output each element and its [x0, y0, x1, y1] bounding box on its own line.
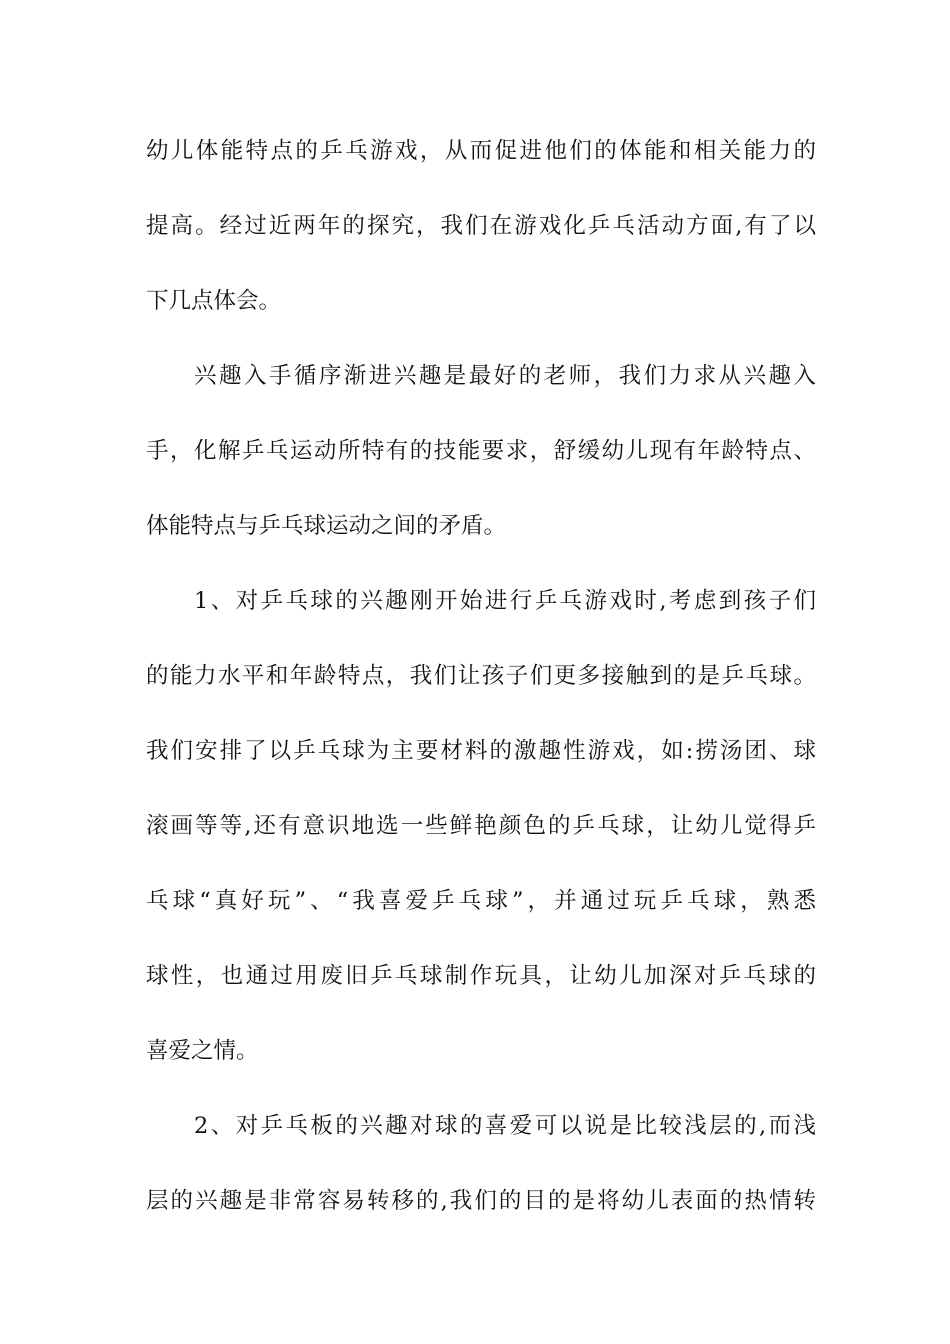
text-line: 层的兴趣是非常容易转移的,我们的目的是将幼儿表面的热情转 [146, 1188, 816, 1214]
text-line: 幼儿体能特点的乒乓游戏，从而促进他们的体能和相关能力的 [146, 138, 816, 164]
text-line: 我们安排了以乒乓球为主要材料的激趣性游戏，如:捞汤团、球 [146, 738, 816, 764]
text-line: 提高。经过近两年的探究，我们在游戏化乒乓活动方面,有了以 [146, 213, 816, 239]
text-line: 喜爱之情。 [146, 1038, 259, 1064]
text-line: 球性，也通过用废旧乒乓球制作玩具，让幼儿加深对乒乓球的 [146, 963, 816, 989]
text-line: 手，化解乒乓运动所特有的技能要求，舒缓幼儿现有年龄特点、 [146, 438, 816, 464]
text-line: 乓球“真好玩”、“我喜爱乒乓球”，并通过玩乒乓球，熟悉 [146, 888, 816, 914]
text-line: 下几点体会。 [146, 288, 282, 314]
text-line: 的能力水平和年龄特点，我们让孩子们更多接触到的是乒乓球。 [146, 663, 816, 689]
text-line: 体能特点与乒乓球运动之间的矛盾。 [146, 513, 507, 539]
paragraph-first-line: 兴趣入手循序渐进兴趣是最好的老师，我们力求从兴趣入 [194, 363, 816, 389]
text-line: 滚画等等,还有意识地选一些鲜艳颜色的乒乓球，让幼儿觉得乒 [146, 813, 816, 839]
paragraph-first-line: 2、对乒乓板的兴趣对球的喜爱可以说是比较浅层的,而浅 [194, 1113, 816, 1139]
paragraph-first-line: 1、对乒乓球的兴趣刚开始进行乒乓游戏时,考虑到孩子们 [194, 588, 816, 614]
